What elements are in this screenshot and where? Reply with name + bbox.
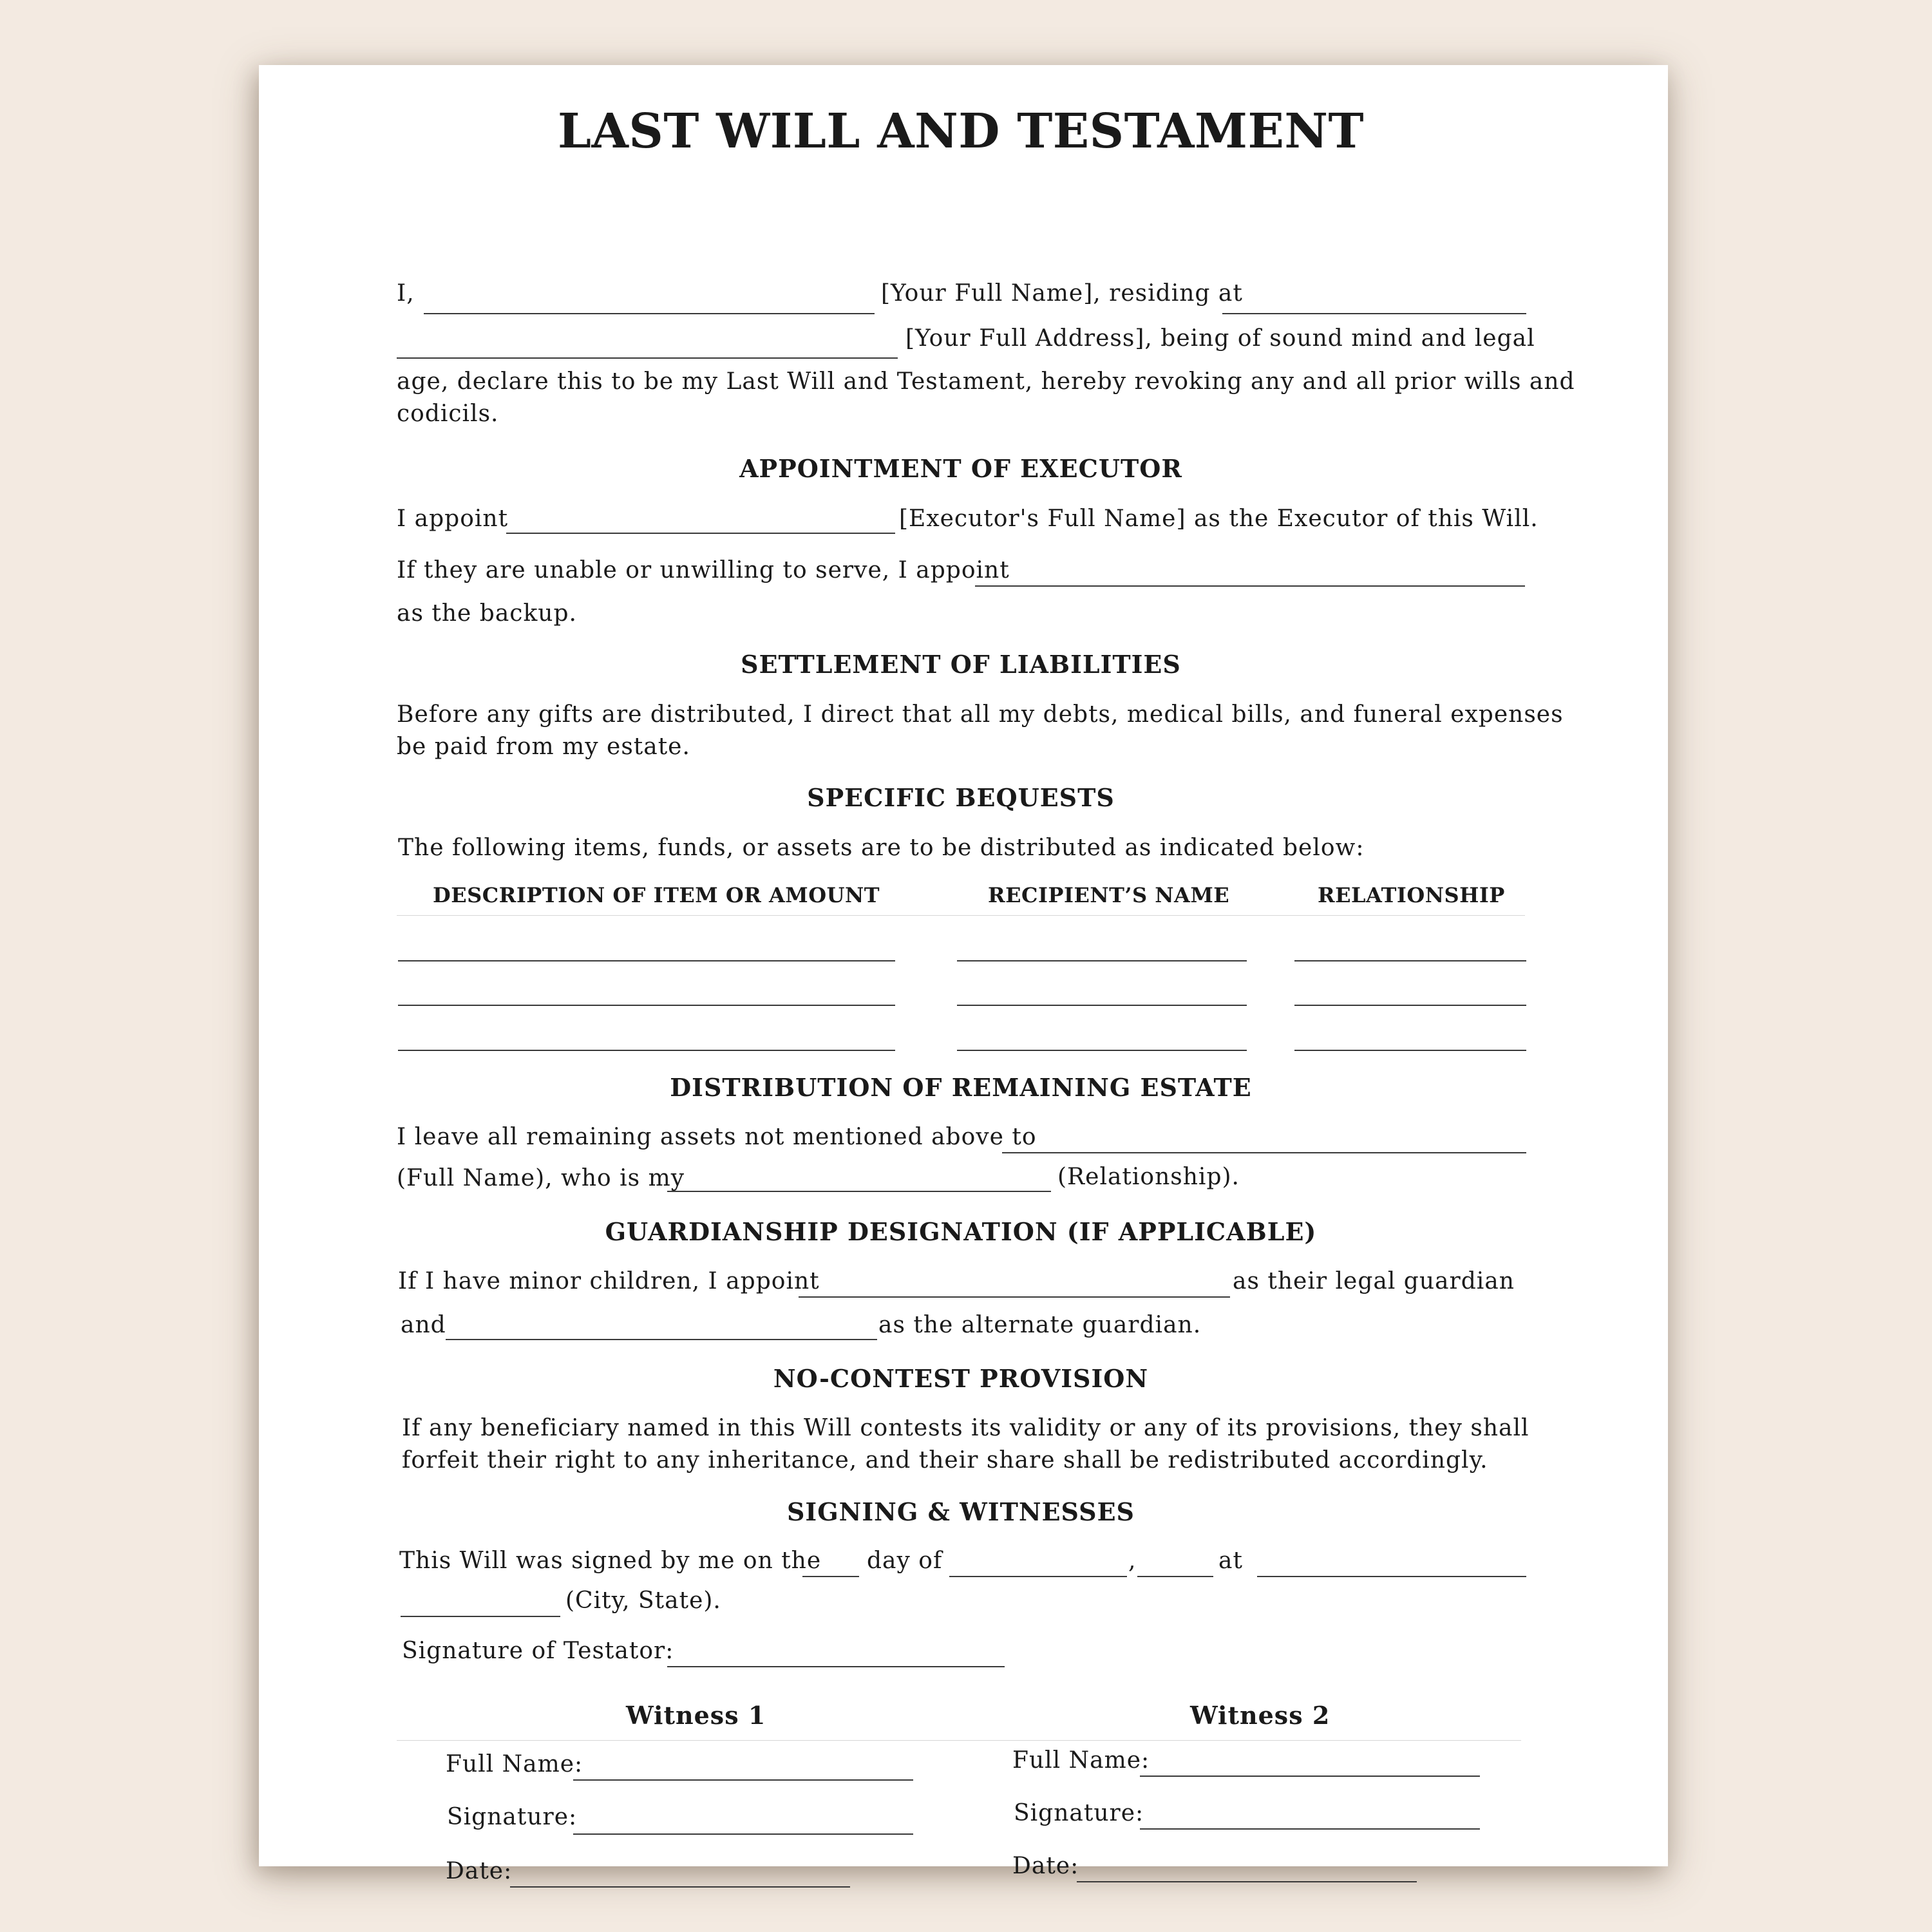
remaining-line1: I leave all remaining assets not mentioned above to — [397, 1124, 1037, 1150]
bequests-intro: The following items, funds, or assets are to be distributed as indicated below: — [398, 835, 1365, 861]
liabilities-text-line1: Before any gifts are distributed, I direct that all my debts, medical bills, and funeral expenses — [397, 701, 1564, 728]
guardianship-line2-end: as the alternate guardian. — [878, 1312, 1202, 1338]
guardianship-line1-start: If I have minor children, I appoint — [398, 1268, 820, 1294]
witness1-name-label: Full Name: — [446, 1751, 583, 1777]
executor-backup-end: as the backup. — [397, 600, 577, 627]
signing-city-field[interactable] — [1257, 1576, 1526, 1577]
bequests-col-relationship: RELATIONSHIP — [1318, 883, 1505, 907]
witness2-date-label: Date: — [1012, 1853, 1079, 1879]
no-contest-text-line2: forfeit their right to any inheritance, and their share shall be redistributed accordingly. — [402, 1447, 1488, 1473]
remaining-line2-start: (Full Name), who is my — [397, 1165, 685, 1191]
bequests-col-description: DESCRIPTION OF ITEM OR AMOUNT — [433, 883, 880, 907]
signing-year-field[interactable] — [1137, 1576, 1213, 1577]
testator-address-field-1[interactable] — [1222, 313, 1526, 314]
executor-appoint-label: I appoint — [397, 506, 509, 532]
executor-appoint-hint: [Executor's Full Name] as the Executor of this Will. — [899, 506, 1539, 532]
liabilities-heading: SETTLEMENT OF LIABILITIES — [741, 650, 1181, 679]
bequest-row1-recipient-field[interactable] — [957, 960, 1247, 961]
signing-month-field[interactable] — [949, 1576, 1127, 1577]
witness1-signature-field[interactable] — [573, 1833, 913, 1835]
bequests-header-divider — [397, 915, 1525, 916]
bequests-heading: SPECIFIC BEQUESTS — [807, 783, 1115, 812]
witness2-date-field[interactable] — [1077, 1881, 1417, 1882]
intro-address-hint: [Your Full Address], being of sound mind and legal — [905, 325, 1535, 352]
guardianship-heading: GUARDIANSHIP DESIGNATION (IF APPLICABLE) — [605, 1217, 1317, 1246]
witness1-title: Witness 1 — [626, 1701, 766, 1730]
testator-signature-label: Signature of Testator: — [402, 1638, 674, 1664]
witness1-date-label: Date: — [446, 1858, 513, 1884]
no-contest-text-line1: If any beneficiary named in this Will contests its validity or any of its provisions, they shall — [402, 1415, 1530, 1441]
bequests-col-recipient: RECIPIENT’S NAME — [988, 883, 1230, 907]
executor-heading: APPOINTMENT OF EXECUTOR — [739, 454, 1182, 483]
bequest-row2-relationship-field[interactable] — [1294, 1005, 1526, 1006]
alternate-guardian-field[interactable] — [446, 1339, 877, 1340]
intro-declaration: age, declare this to be my Last Will and Testament, hereby revoking any and all prior wills and — [397, 368, 1575, 395]
guardianship-line1-end: as their legal guardian — [1233, 1268, 1515, 1294]
signing-city-state-hint: (City, State). — [565, 1587, 721, 1614]
witness2-name-field[interactable] — [1140, 1776, 1480, 1777]
no-contest-heading: NO-CONTEST PROVISION — [773, 1364, 1149, 1393]
testator-signature-field[interactable] — [667, 1666, 1005, 1667]
guardianship-line2-start: and — [401, 1312, 446, 1338]
bequest-row2-recipient-field[interactable] — [957, 1005, 1247, 1006]
bequest-row3-description-field[interactable] — [398, 1050, 895, 1051]
remaining-beneficiary-field[interactable] — [1002, 1152, 1526, 1153]
remaining-heading: DISTRIBUTION OF REMAINING ESTATE — [670, 1073, 1252, 1102]
guardian-name-field[interactable] — [799, 1296, 1230, 1298]
testator-address-field-2[interactable] — [397, 357, 898, 359]
liabilities-text-line2: be paid from my estate. — [397, 734, 690, 760]
bequest-row1-relationship-field[interactable] — [1294, 960, 1526, 961]
signing-line1-a: This Will was signed by me on the — [399, 1548, 822, 1574]
signing-state-field[interactable] — [401, 1616, 560, 1617]
signing-comma: , — [1128, 1548, 1137, 1574]
executor-name-field[interactable] — [506, 533, 895, 534]
bequest-row3-relationship-field[interactable] — [1294, 1050, 1526, 1051]
bequest-row2-description-field[interactable] — [398, 1005, 895, 1006]
witness2-name-label: Full Name: — [1012, 1747, 1150, 1774]
witness1-name-field[interactable] — [573, 1779, 913, 1781]
backup-executor-field[interactable] — [975, 585, 1525, 587]
signing-line1-b: day of — [867, 1548, 943, 1574]
witness2-signature-label: Signature: — [1014, 1800, 1144, 1826]
signing-day-field[interactable] — [802, 1576, 859, 1577]
bequest-row1-description-field[interactable] — [398, 960, 895, 961]
intro-i-label: I, — [397, 280, 415, 307]
remaining-relationship-field[interactable] — [667, 1191, 1051, 1192]
witness1-signature-label: Signature: — [447, 1804, 578, 1830]
intro-declaration-end: codicils. — [397, 401, 499, 427]
bequest-row3-recipient-field[interactable] — [957, 1050, 1247, 1051]
testator-name-field[interactable] — [424, 313, 875, 314]
witness2-signature-field[interactable] — [1140, 1828, 1480, 1830]
intro-name-hint: [Your Full Name], residing at — [881, 280, 1243, 307]
document-title: LAST WILL AND TESTAMENT — [557, 104, 1365, 159]
will-document-page — [259, 65, 1668, 1884]
remaining-line2-end: (Relationship). — [1057, 1164, 1240, 1190]
executor-backup-label: If they are unable or unwilling to serve, I appoint — [397, 557, 1010, 583]
signing-at-label: at — [1218, 1548, 1243, 1574]
witness2-title: Witness 2 — [1190, 1701, 1331, 1730]
witness1-date-field[interactable] — [510, 1886, 850, 1888]
signing-heading: SIGNING & WITNESSES — [786, 1497, 1135, 1526]
witness-header-divider — [397, 1740, 1521, 1741]
